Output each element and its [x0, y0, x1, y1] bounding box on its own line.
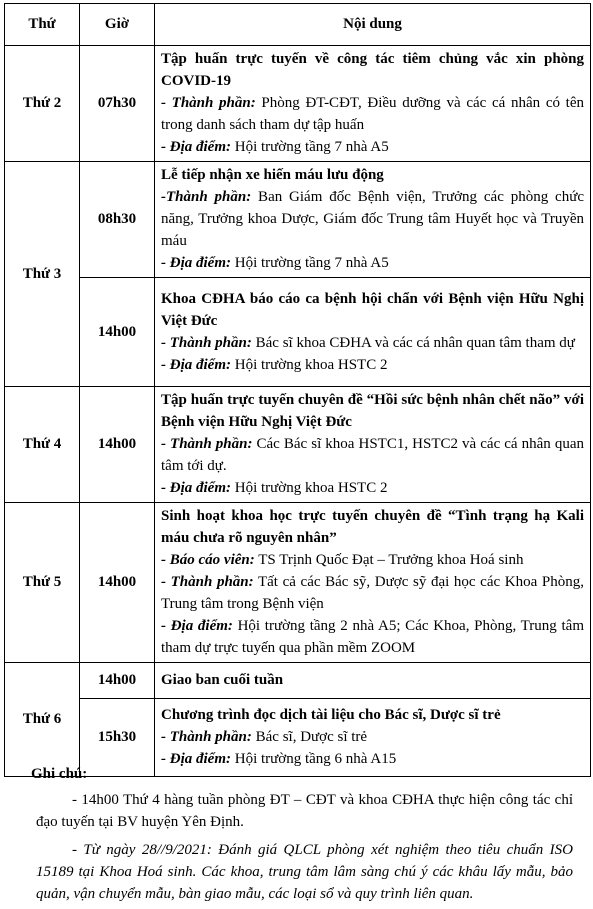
time-cell: 07h30 [80, 46, 155, 162]
event-detail [161, 571, 584, 615]
table-row [5, 162, 591, 278]
note-item: - 14h00 Thứ 4 hàng tuần phòng ĐT – CĐT và khoa CĐHA thực hiện công tác chỉ đạo tuyến tại BV huyện Yên Định. [36, 792, 573, 830]
time-cell: 14h00 [80, 387, 155, 503]
detail-label: - Thành phần: [161, 334, 252, 351]
table-row [5, 278, 591, 387]
detail-label: - Thành phần: [161, 95, 256, 111]
event-detail [161, 549, 584, 571]
table-row [5, 46, 591, 162]
detail-text: Bác sĩ khoa CĐHA và các cá nhân quan tâm tham dự [251, 334, 575, 351]
day-cell: Thứ 4 [5, 387, 80, 503]
event-detail [161, 136, 584, 158]
event-detail [161, 615, 584, 659]
table-row [5, 503, 591, 663]
detail-text: Bác sĩ, Dược sĩ trẻ [251, 729, 368, 745]
detail-text: Hội trường tầng 2 nhà A5; Các Khoa, Phòng, Trung tâm tham dự trực tuyến qua phần mềm ZOOM [161, 618, 584, 656]
detail-text: TS Trịnh Quốc Đạt – Trưởng khoa Hoá sinh [254, 552, 524, 568]
content-cell [155, 46, 591, 162]
content-cell [155, 387, 591, 503]
time-cell: 15h30 [80, 699, 155, 777]
detail-text: Hội trường tầng 7 nhà A5 [230, 139, 389, 155]
day-cell: Thứ 5 [5, 503, 80, 663]
time-cell: 14h00 [80, 663, 155, 699]
event-title: Chương trình đọc dịch tài liệu cho Bác sĩ, Dược sĩ trẻ [161, 707, 501, 723]
header-day: Thứ [5, 4, 80, 46]
detail-label: - Địa điểm: [161, 618, 233, 634]
day-cell: Thứ 6 [5, 663, 80, 777]
event-title: Giao ban cuối tuần [161, 672, 284, 688]
event-detail [161, 186, 584, 252]
time-cell: 08h30 [80, 162, 155, 278]
time-cell: 14h00 [80, 278, 155, 387]
detail-label: - Địa điểm: [161, 255, 231, 271]
table-row [5, 387, 591, 503]
detail-label: - Địa điểm: [161, 356, 231, 373]
detail-label: - Địa điểm: [161, 480, 231, 496]
event-title: Tập huấn trực tuyến chuyên đề “Hồi sức bệnh nhân chết não” với Bệnh viện Hữu Nghị Việt Đức [161, 392, 584, 430]
event-detail [161, 252, 584, 274]
content-cell [155, 162, 591, 278]
content-cell [155, 278, 591, 387]
header-time: Giờ [80, 4, 155, 46]
detail-text: Hội trường tầng 7 nhà A5 [230, 255, 389, 271]
note-item: - Từ ngày 28//9/2021: Đánh giá QLCL phòng xét nghiệm theo tiêu chuẩn ISO 15189 tại Khoa Hoá sinh. Các khoa, trung tâm lâm sàng chú ý các khâu lấy mẫu, bảo quản, vận chuyển mẫu, bàn giao mẫu, các loại sổ và quy trình liên quan. [36, 842, 573, 902]
event-detail [161, 477, 584, 499]
detail-text: Phòng ĐT-CĐT, Điều dưỡng và các cá nhân có tên trong danh sách tham dự tập huấn [161, 95, 584, 133]
detail-label: - Báo cáo viên: [161, 552, 255, 568]
day-cell: Thứ 3 [5, 162, 80, 387]
detail-label: - Thành phần: [161, 729, 252, 745]
day-cell: Thứ 2 [5, 46, 80, 162]
header-row [5, 4, 591, 46]
detail-label: - Địa điểm: [161, 139, 231, 155]
detail-label: - Thành phần: [161, 574, 254, 590]
detail-label: -Thành phần: [161, 189, 252, 205]
table-row [5, 663, 591, 699]
event-detail [161, 354, 584, 376]
event-detail [161, 433, 584, 477]
notes-title: Ghi chú: [31, 766, 88, 782]
detail-text: Hội trường tầng 6 nhà A15 [230, 751, 397, 767]
detail-label: - Địa điểm: [161, 751, 231, 767]
detail-text: Ban Giám đốc Bệnh viện, Trưởng các phòng chức năng, Trưởng khoa Dược, Giám đốc Trung tâm Huyết học và Truyền máu [161, 189, 584, 249]
detail-text: Hội trường khoa HSTC 2 [230, 356, 388, 373]
detail-label: - Thành phần: [161, 436, 253, 452]
event-title: Lễ tiếp nhận xe hiến máu lưu động [161, 167, 384, 183]
event-title: Sinh hoạt khoa học trực tuyến chuyên đề “Tình trạng hạ Kali máu chưa rõ nguyên nhân” [161, 508, 584, 546]
header-content: Nội dung [155, 4, 591, 46]
content-cell [155, 503, 591, 663]
detail-text: Các Bác sĩ khoa HSTC1, HSTC2 và các cá nhân quan tâm tới dự. [161, 436, 584, 474]
event-title: Tập huấn trực tuyến về công tác tiêm chủng vắc xin phòng COVID-19 [161, 51, 584, 89]
event-detail [161, 92, 584, 136]
detail-text: Hội trường khoa HSTC 2 [230, 480, 388, 496]
notes-section [0, 763, 593, 907]
notes-list [0, 789, 593, 905]
time-cell: 14h00 [80, 503, 155, 663]
content-cell [155, 663, 591, 699]
schedule-table [4, 3, 591, 777]
event-detail [161, 726, 584, 748]
event-detail [161, 332, 584, 354]
event-title: Khoa CĐHA báo cáo ca bệnh hội chẩn với Bệnh viện Hữu Nghị Việt Đức [161, 290, 584, 329]
detail-text: Tất cả các Bác sỹ, Dược sỹ đại học các Khoa Phòng, Trung tâm trong Bệnh viện [161, 574, 584, 612]
